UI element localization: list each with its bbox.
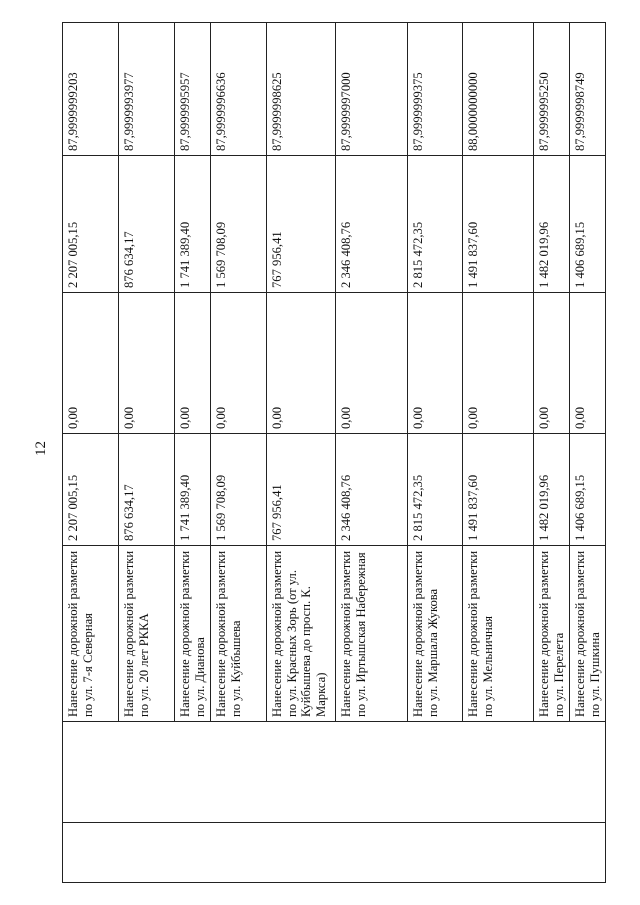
work-name-cell: Нанесение дорожной разметки по ул. Дианова bbox=[175, 546, 211, 722]
planned-amount-cell: 2 207 005,15 bbox=[63, 434, 119, 546]
percent-cell: 87,9999998749 bbox=[570, 23, 606, 156]
planned-amount-cell: 2 346 408,76 bbox=[336, 434, 408, 546]
work-name-cell: Нанесение дорожной разметки по ул. Красных Зорь (от ул. Куйбышева до просп. К. Маркса) bbox=[267, 546, 336, 722]
fact-amount-cell: 1 741 389,40 bbox=[175, 156, 211, 293]
zero-amount-cell: 0,00 bbox=[463, 293, 534, 434]
zero-amount-cell: 0,00 bbox=[175, 293, 211, 434]
road-marking-table bbox=[62, 22, 606, 883]
fact-amount-cell: 1 406 689,15 bbox=[570, 156, 606, 293]
percent-cell: 88,0000000000 bbox=[463, 23, 534, 156]
zero-amount-cell: 0,00 bbox=[408, 293, 463, 434]
work-name-cell: Нанесение дорожной разметки по ул. Пушкина bbox=[570, 546, 606, 722]
planned-amount-cell: 1 569 708,09 bbox=[211, 434, 267, 546]
percent-cell: 87,9999993977 bbox=[119, 23, 175, 156]
planned-amount-cell: 1 406 689,15 bbox=[570, 434, 606, 546]
zero-amount-cell: 0,00 bbox=[534, 293, 570, 434]
percent-cell: 87,9999999375 bbox=[408, 23, 463, 156]
planned-amount-cell: 2 815 472,35 bbox=[408, 434, 463, 546]
empty-cell-a bbox=[63, 823, 606, 883]
planned-amount-cell: 1 741 389,40 bbox=[175, 434, 211, 546]
percent-cell: 87,9999995957 bbox=[175, 23, 211, 156]
page-number: 12 bbox=[33, 441, 49, 456]
planned-amount-cell: 876 634,17 bbox=[119, 434, 175, 546]
fact-amount-cell: 876 634,17 bbox=[119, 156, 175, 293]
work-name-cell: Нанесение дорожной разметки по ул. Мельничная bbox=[463, 546, 534, 722]
planned-amount-cell: 1 491 837,60 bbox=[463, 434, 534, 546]
work-name-cell: Нанесение дорожной разметки по ул. 20 лет РККА bbox=[119, 546, 175, 722]
work-name-cell: Нанесение дорожной разметки по ул. Перелета bbox=[534, 546, 570, 722]
fact-amount-cell: 2 346 408,76 bbox=[336, 156, 408, 293]
fact-amount-cell: 1 491 837,60 bbox=[463, 156, 534, 293]
fact-amount-cell: 2 207 005,15 bbox=[63, 156, 119, 293]
work-name-cell: Нанесение дорожной разметки по ул. 7-я Северная bbox=[63, 546, 119, 722]
work-name-cell: Нанесение дорожной разметки по ул. Иртышская Набережная bbox=[336, 546, 408, 722]
fact-amount-cell: 1 569 708,09 bbox=[211, 156, 267, 293]
zero-amount-cell: 0,00 bbox=[63, 293, 119, 434]
zero-amount-cell: 0,00 bbox=[211, 293, 267, 434]
work-name-cell: Нанесение дорожной разметки по ул. Маршала Жукова bbox=[408, 546, 463, 722]
zero-amount-cell: 0,00 bbox=[267, 293, 336, 434]
percent-cell: 87,9999997000 bbox=[336, 23, 408, 156]
work-name-cell: Нанесение дорожной разметки по ул. Куйбышева bbox=[211, 546, 267, 722]
zero-amount-cell: 0,00 bbox=[336, 293, 408, 434]
fact-amount-cell: 1 482 019,96 bbox=[534, 156, 570, 293]
planned-amount-cell: 1 482 019,96 bbox=[534, 434, 570, 546]
percent-cell: 87,9999995250 bbox=[534, 23, 570, 156]
planned-amount-cell: 767 956,41 bbox=[267, 434, 336, 546]
zero-amount-cell: 0,00 bbox=[119, 293, 175, 434]
rotated-table-container bbox=[62, 23, 602, 883]
empty-cell-b bbox=[63, 722, 606, 823]
fact-amount-cell: 2 815 472,35 bbox=[408, 156, 463, 293]
table-row bbox=[63, 23, 119, 883]
percent-cell: 87,9999998625 bbox=[267, 23, 336, 156]
percent-cell: 87,9999996636 bbox=[211, 23, 267, 156]
zero-amount-cell: 0,00 bbox=[570, 293, 606, 434]
fact-amount-cell: 767 956,41 bbox=[267, 156, 336, 293]
percent-cell: 87,9999999203 bbox=[63, 23, 119, 156]
